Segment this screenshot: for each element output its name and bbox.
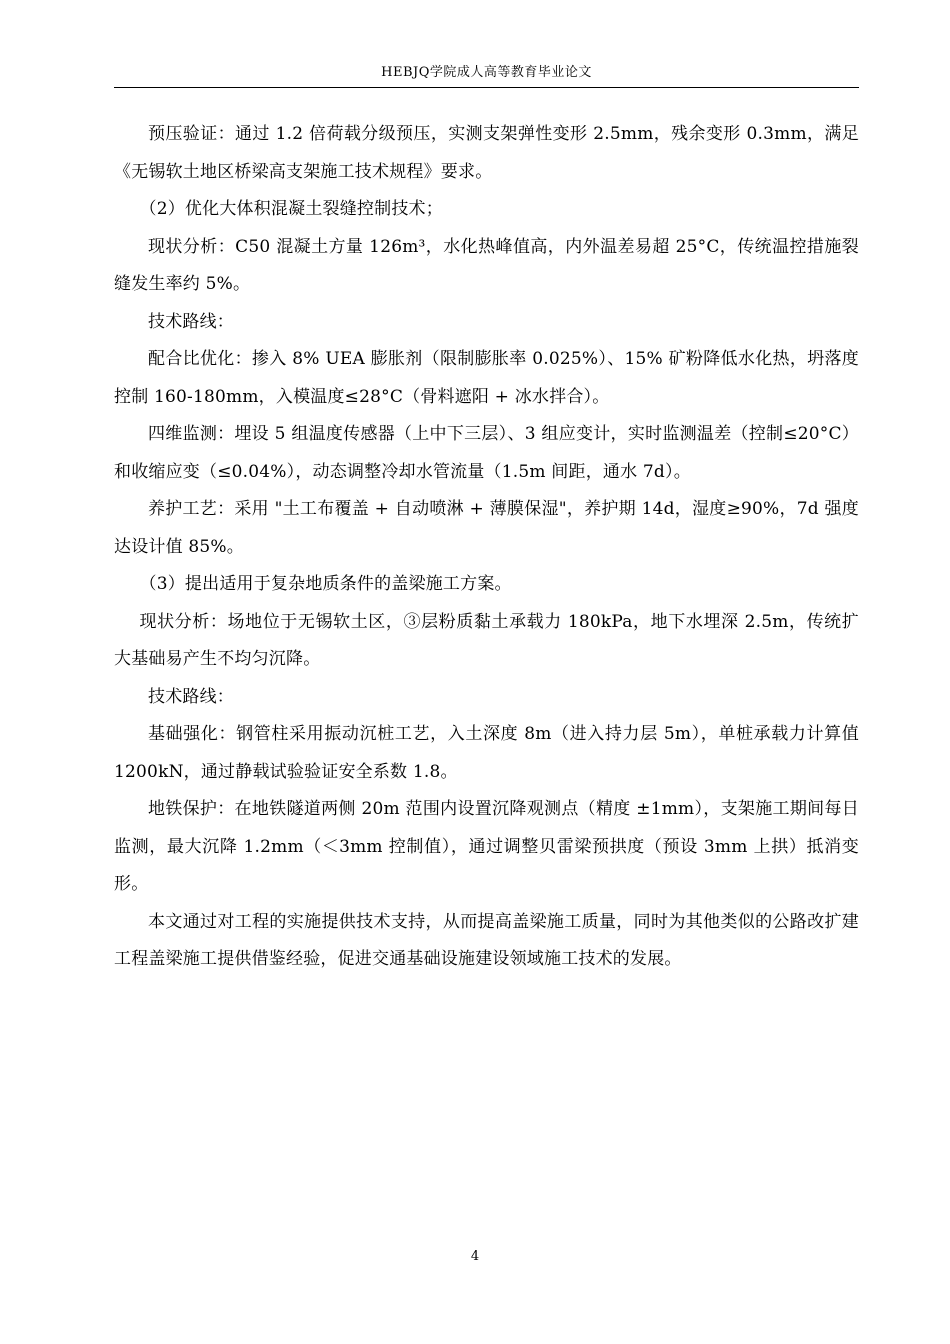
paragraph-curing-process: 养护工艺：采用 "土工布覆盖 + 自动喷淋 + 薄膜保湿"，养护期 14d，湿度≥90%，7d 强度达设计值 85%。 (114, 499, 859, 557)
paragraph-foundation-strengthening: 基础强化：钢管柱采用振动沉桩工艺，入土深度 8m（进入持力层 5m），单桩承载力计算值 1200kN，通过静载试验验证安全系数 1.8。 (114, 724, 859, 782)
paragraph-mix-optimization: 配合比优化：掺入 8% UEA 膨胀剂（限制膨胀率 0.025%）、15% 矿粉降低水化热，坍落度控制 160-180mm，入模温度≤28°C（骨料遮阳 + 冰水拌合）。 (114, 349, 859, 407)
body-text (114, 116, 859, 979)
paragraph-conclusion: 本文通过对工程的实施提供技术支持，从而提高盖梁施工质量，同时为其他类似的公路改扩建工程盖梁施工提供借鉴经验，促进交通基础设施建设领域施工技术的发展。 (114, 911, 859, 969)
section-heading-complex-geology: （3）提出适用于复杂地质条件的盖梁施工方案。 (139, 574, 512, 594)
paragraph-status-analysis-site: 现状分析：场地位于无锡软土区，③层粉质黏土承载力 180kPa，地下水埋深 2.5m，传统扩大基础易产生不均匀沉降。 (114, 611, 859, 669)
paragraph-status-analysis-concrete: 现状分析：C50 混凝土方量 126m³，水化热峰值高，内外温差易超 25°C，传统温控措施裂缝发生率约 5%。 (114, 236, 859, 294)
paragraph-metro-protection: 地铁保护：在地铁隧道两侧 20m 范围内设置沉降观测点（精度 ±1mm），支架施工期间每日监测，最大沉降 1.2mm（＜3mm 控制值），通过调整贝雷梁预拱度（预设 3mm 上拱）抵消变形。 (114, 799, 859, 894)
paragraph-4d-monitoring: 四维监测：埋设 5 组温度传感器（上中下三层）、3 组应变计，实时监测温差（控制≤20°C）和收缩应变（≤0.04%），动态调整冷却水管流量（1.5m 间距，通水 7d）。 (114, 424, 859, 482)
paragraph-tech-route-label: 技术路线： (148, 311, 234, 332)
paragraph-tech-route-label-2: 技术路线： (148, 686, 234, 707)
page-number: 4 (470, 1249, 480, 1264)
header-divider (114, 87, 859, 88)
paragraph-preload-verification: 预压验证：通过 1.2 倍荷载分级预压，实测支架弹性变形 2.5mm，残余变形 0.3mm，满足《无锡软土地区桥梁高支架施工技术规程》要求。 (114, 124, 859, 182)
running-header: HEBJQ学院成人高等教育毕业论文 (381, 65, 592, 80)
section-heading-crack-control: （2）优化大体积混凝土裂缝控制技术； (139, 199, 443, 219)
